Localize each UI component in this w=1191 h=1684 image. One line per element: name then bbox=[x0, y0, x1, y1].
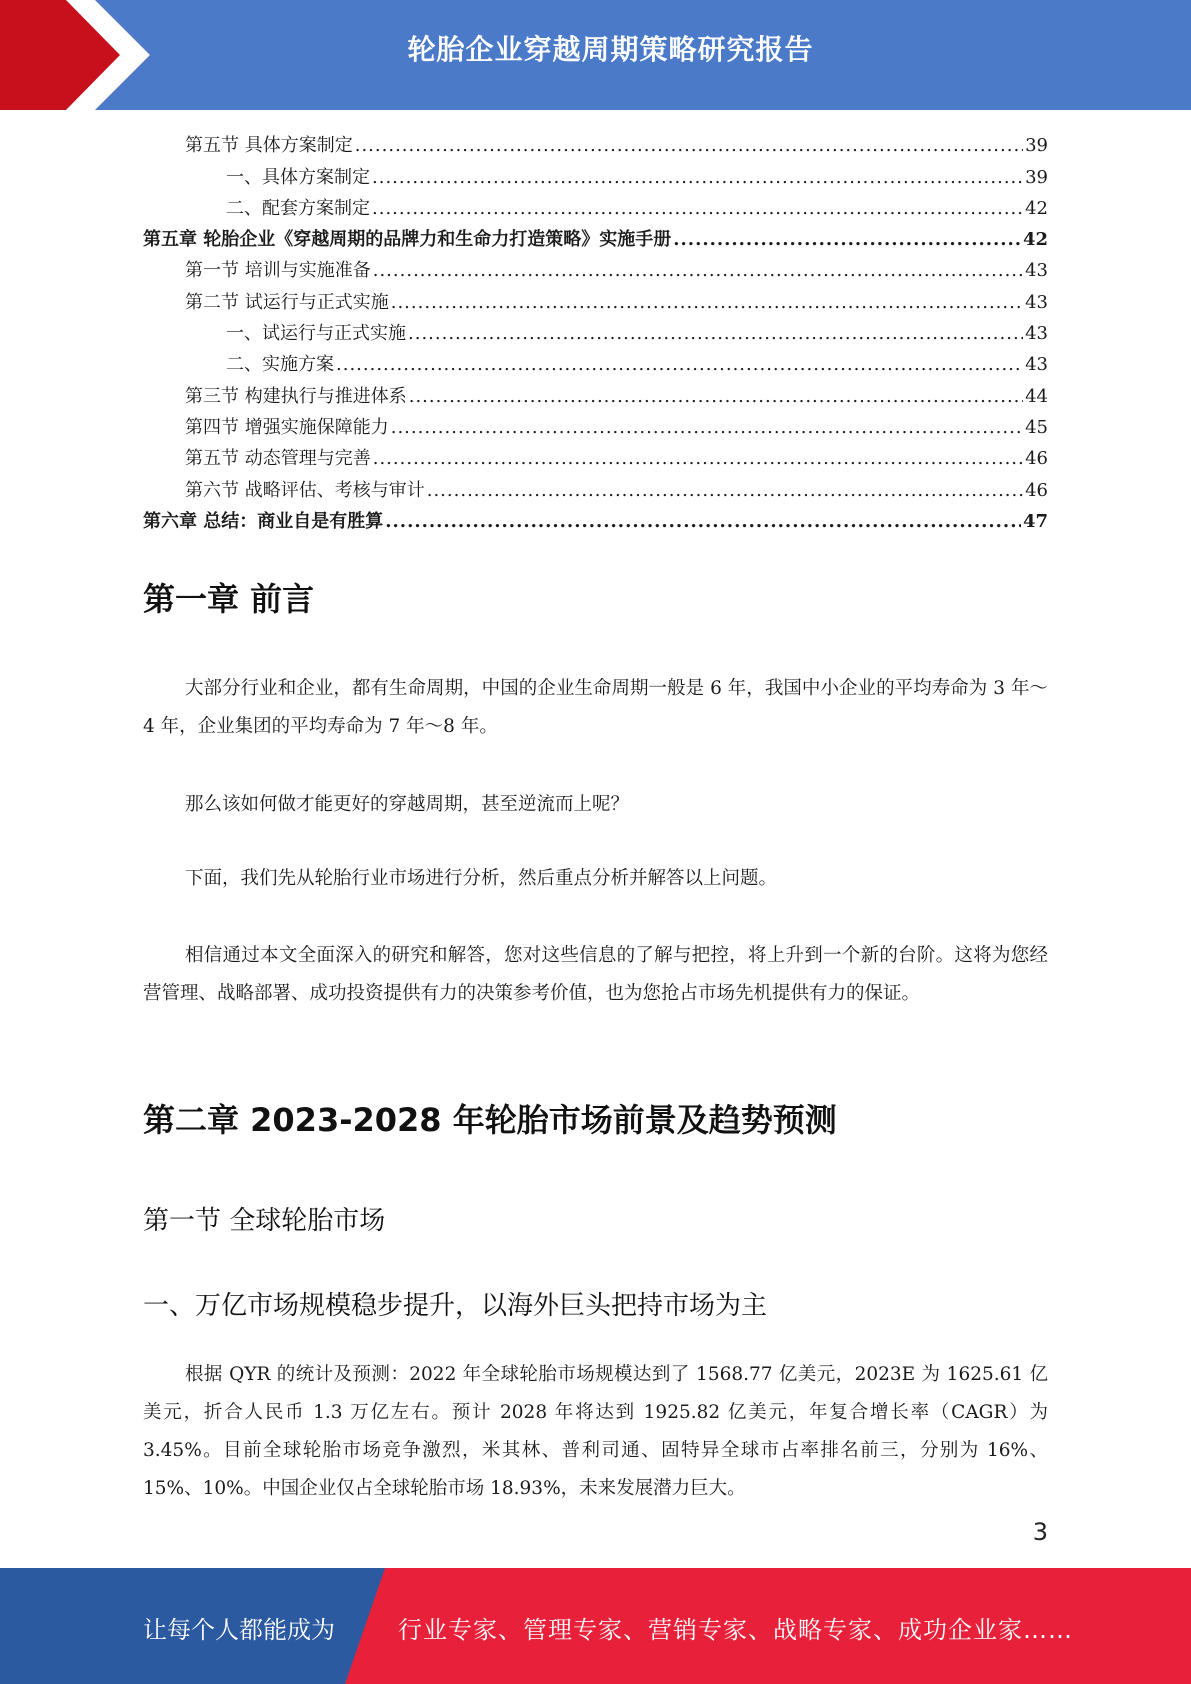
toc-entry-page: 45 bbox=[1025, 416, 1048, 438]
toc-entry[interactable] bbox=[143, 255, 1048, 286]
toc-entry-page: 43 bbox=[1025, 354, 1048, 376]
toc-entry-text: 一、具体方案制定 bbox=[226, 166, 370, 188]
toc-dot-leader bbox=[385, 506, 1021, 537]
page-number: 3 bbox=[1032, 1518, 1048, 1546]
chapter1-paragraph-4: 相信通过本文全面深入的研究和解答，您对这些信息的了解与把控，将上升到一个新的台阶。这将为您经营管理、战略部署、成功投资提供有力的决策参考价值，也为您抢占市场先机提供有力的保证。 bbox=[143, 945, 1048, 1004]
chapter1-paragraph-2: 那么该如何做才能更好的穿越周期，甚至逆流而上呢？ bbox=[185, 794, 630, 815]
chapter1-paragraph-1: 大部分行业和企业，都有生命周期，中国的企业生命周期一般是 6 年，我国中小企业的平均寿命为 3 年～4 年，企业集团的平均寿命为 7 年～8 年。 bbox=[143, 678, 1048, 737]
toc-entry-page: 43 bbox=[1025, 291, 1048, 313]
toc-entry[interactable] bbox=[143, 318, 1048, 349]
chapter2-title: 第二章 2023-2028 年轮胎市场前景及趋势预测 bbox=[143, 1101, 837, 1139]
toc-entry-text: 二、配套方案制定 bbox=[226, 197, 370, 219]
toc-dot-leader bbox=[427, 475, 1023, 506]
page-footer bbox=[0, 1568, 1191, 1684]
toc-entry-text: 第六节 战略评估、考核与审计 bbox=[185, 479, 425, 501]
toc-entry-text: 第六章 总结：商业自是有胜算 bbox=[143, 510, 384, 532]
toc-entry[interactable] bbox=[143, 474, 1048, 505]
chapter1-paragraph-3: 下面，我们先从轮胎行业市场进行分析，然后重点分析并解答以上问题。 bbox=[185, 868, 778, 889]
chapter2-paragraph: 根据 QYR 的统计及预测：2022 年全球轮胎市场规模达到了 1568.77 亿美元，2023E 为 1625.61 亿美元，折合人民币 1.3 万亿左右。预计 2028 年将达到 1925.82 亿美元，年复合增长率（CAGR）为 3.45%。目前全球轮胎市场竞争激烈，米其林、普利司通、固特异全球市占率排名前三，分别为 16%、15%、10%。中国企业仅占全球轮胎市场 18.93%，未来发展潜力巨大。 bbox=[143, 1364, 1048, 1499]
toc-dot-leader bbox=[391, 287, 1023, 318]
toc-entry-page: 39 bbox=[1025, 135, 1048, 157]
toc-entry-text: 第五章 轮胎企业《穿越周期的品牌力和生命力打造策略》实施手册 bbox=[143, 229, 672, 251]
toc-entry-text: 第五节 动态管理与完善 bbox=[185, 448, 371, 470]
footer-slogan-right: 行业专家、管理专家、营销专家、战略专家、成功企业家…… bbox=[398, 1616, 1073, 1644]
chapter2-subsection1-title: 一、万亿市场规模稳步提升，以海外巨头把持市场为主 bbox=[143, 1291, 768, 1321]
toc-dot-leader bbox=[372, 162, 1023, 193]
toc-entry-text: 第四节 增强实施保障能力 bbox=[185, 416, 389, 438]
toc-dot-leader bbox=[408, 318, 1023, 349]
toc-dot-leader bbox=[355, 130, 1023, 161]
toc-entry[interactable] bbox=[143, 286, 1048, 317]
toc-entry-page: 47 bbox=[1022, 510, 1048, 532]
toc-entry[interactable] bbox=[143, 412, 1048, 443]
chapter1-title: 第一章 前言 bbox=[143, 580, 315, 618]
toc-entry-page: 42 bbox=[1022, 229, 1048, 251]
toc-entry[interactable] bbox=[143, 443, 1048, 474]
header-title: 轮胎企业穿越周期策略研究报告 bbox=[407, 33, 814, 66]
toc-entry-page: 46 bbox=[1025, 448, 1048, 470]
toc-entry-text: 第二节 试运行与正式实施 bbox=[185, 291, 389, 313]
toc-dot-leader bbox=[336, 349, 1023, 380]
toc-entry-text: 第一节 培训与实施准备 bbox=[185, 260, 371, 282]
toc-entry-page: 44 bbox=[1025, 385, 1048, 407]
toc-entry-page: 43 bbox=[1025, 323, 1048, 345]
toc-entry-text: 第五节 具体方案制定 bbox=[185, 135, 353, 157]
toc-entry-text: 第三节 构建执行与推进体系 bbox=[185, 385, 407, 407]
toc-entry[interactable] bbox=[143, 161, 1048, 192]
toc-entry[interactable] bbox=[143, 130, 1048, 161]
toc-entry[interactable] bbox=[143, 349, 1048, 380]
toc-entry-page: 39 bbox=[1025, 166, 1048, 188]
toc-dot-leader bbox=[409, 381, 1023, 412]
footer-slogan-left: 让每个人都能成为 bbox=[143, 1616, 335, 1644]
toc-entry-page: 46 bbox=[1025, 479, 1048, 501]
page-header bbox=[0, 0, 1191, 110]
toc-entry[interactable] bbox=[143, 193, 1048, 224]
toc-entry-text: 二、实施方案 bbox=[226, 354, 334, 376]
toc-dot-leader bbox=[373, 255, 1023, 286]
toc-dot-leader bbox=[391, 412, 1023, 443]
toc-dot-leader bbox=[372, 193, 1023, 224]
toc-entry-page: 42 bbox=[1025, 197, 1048, 219]
toc-entry[interactable] bbox=[143, 380, 1048, 411]
table-of-contents bbox=[143, 130, 1048, 537]
toc-entry-page: 43 bbox=[1025, 260, 1048, 282]
toc-entry-text: 一、试运行与正式实施 bbox=[226, 323, 406, 345]
toc-dot-leader bbox=[373, 443, 1023, 474]
toc-entry[interactable] bbox=[143, 224, 1048, 255]
chapter2-section1-title: 第一节 全球轮胎市场 bbox=[143, 1206, 386, 1236]
toc-dot-leader bbox=[673, 224, 1021, 255]
toc-entry[interactable] bbox=[143, 506, 1048, 537]
